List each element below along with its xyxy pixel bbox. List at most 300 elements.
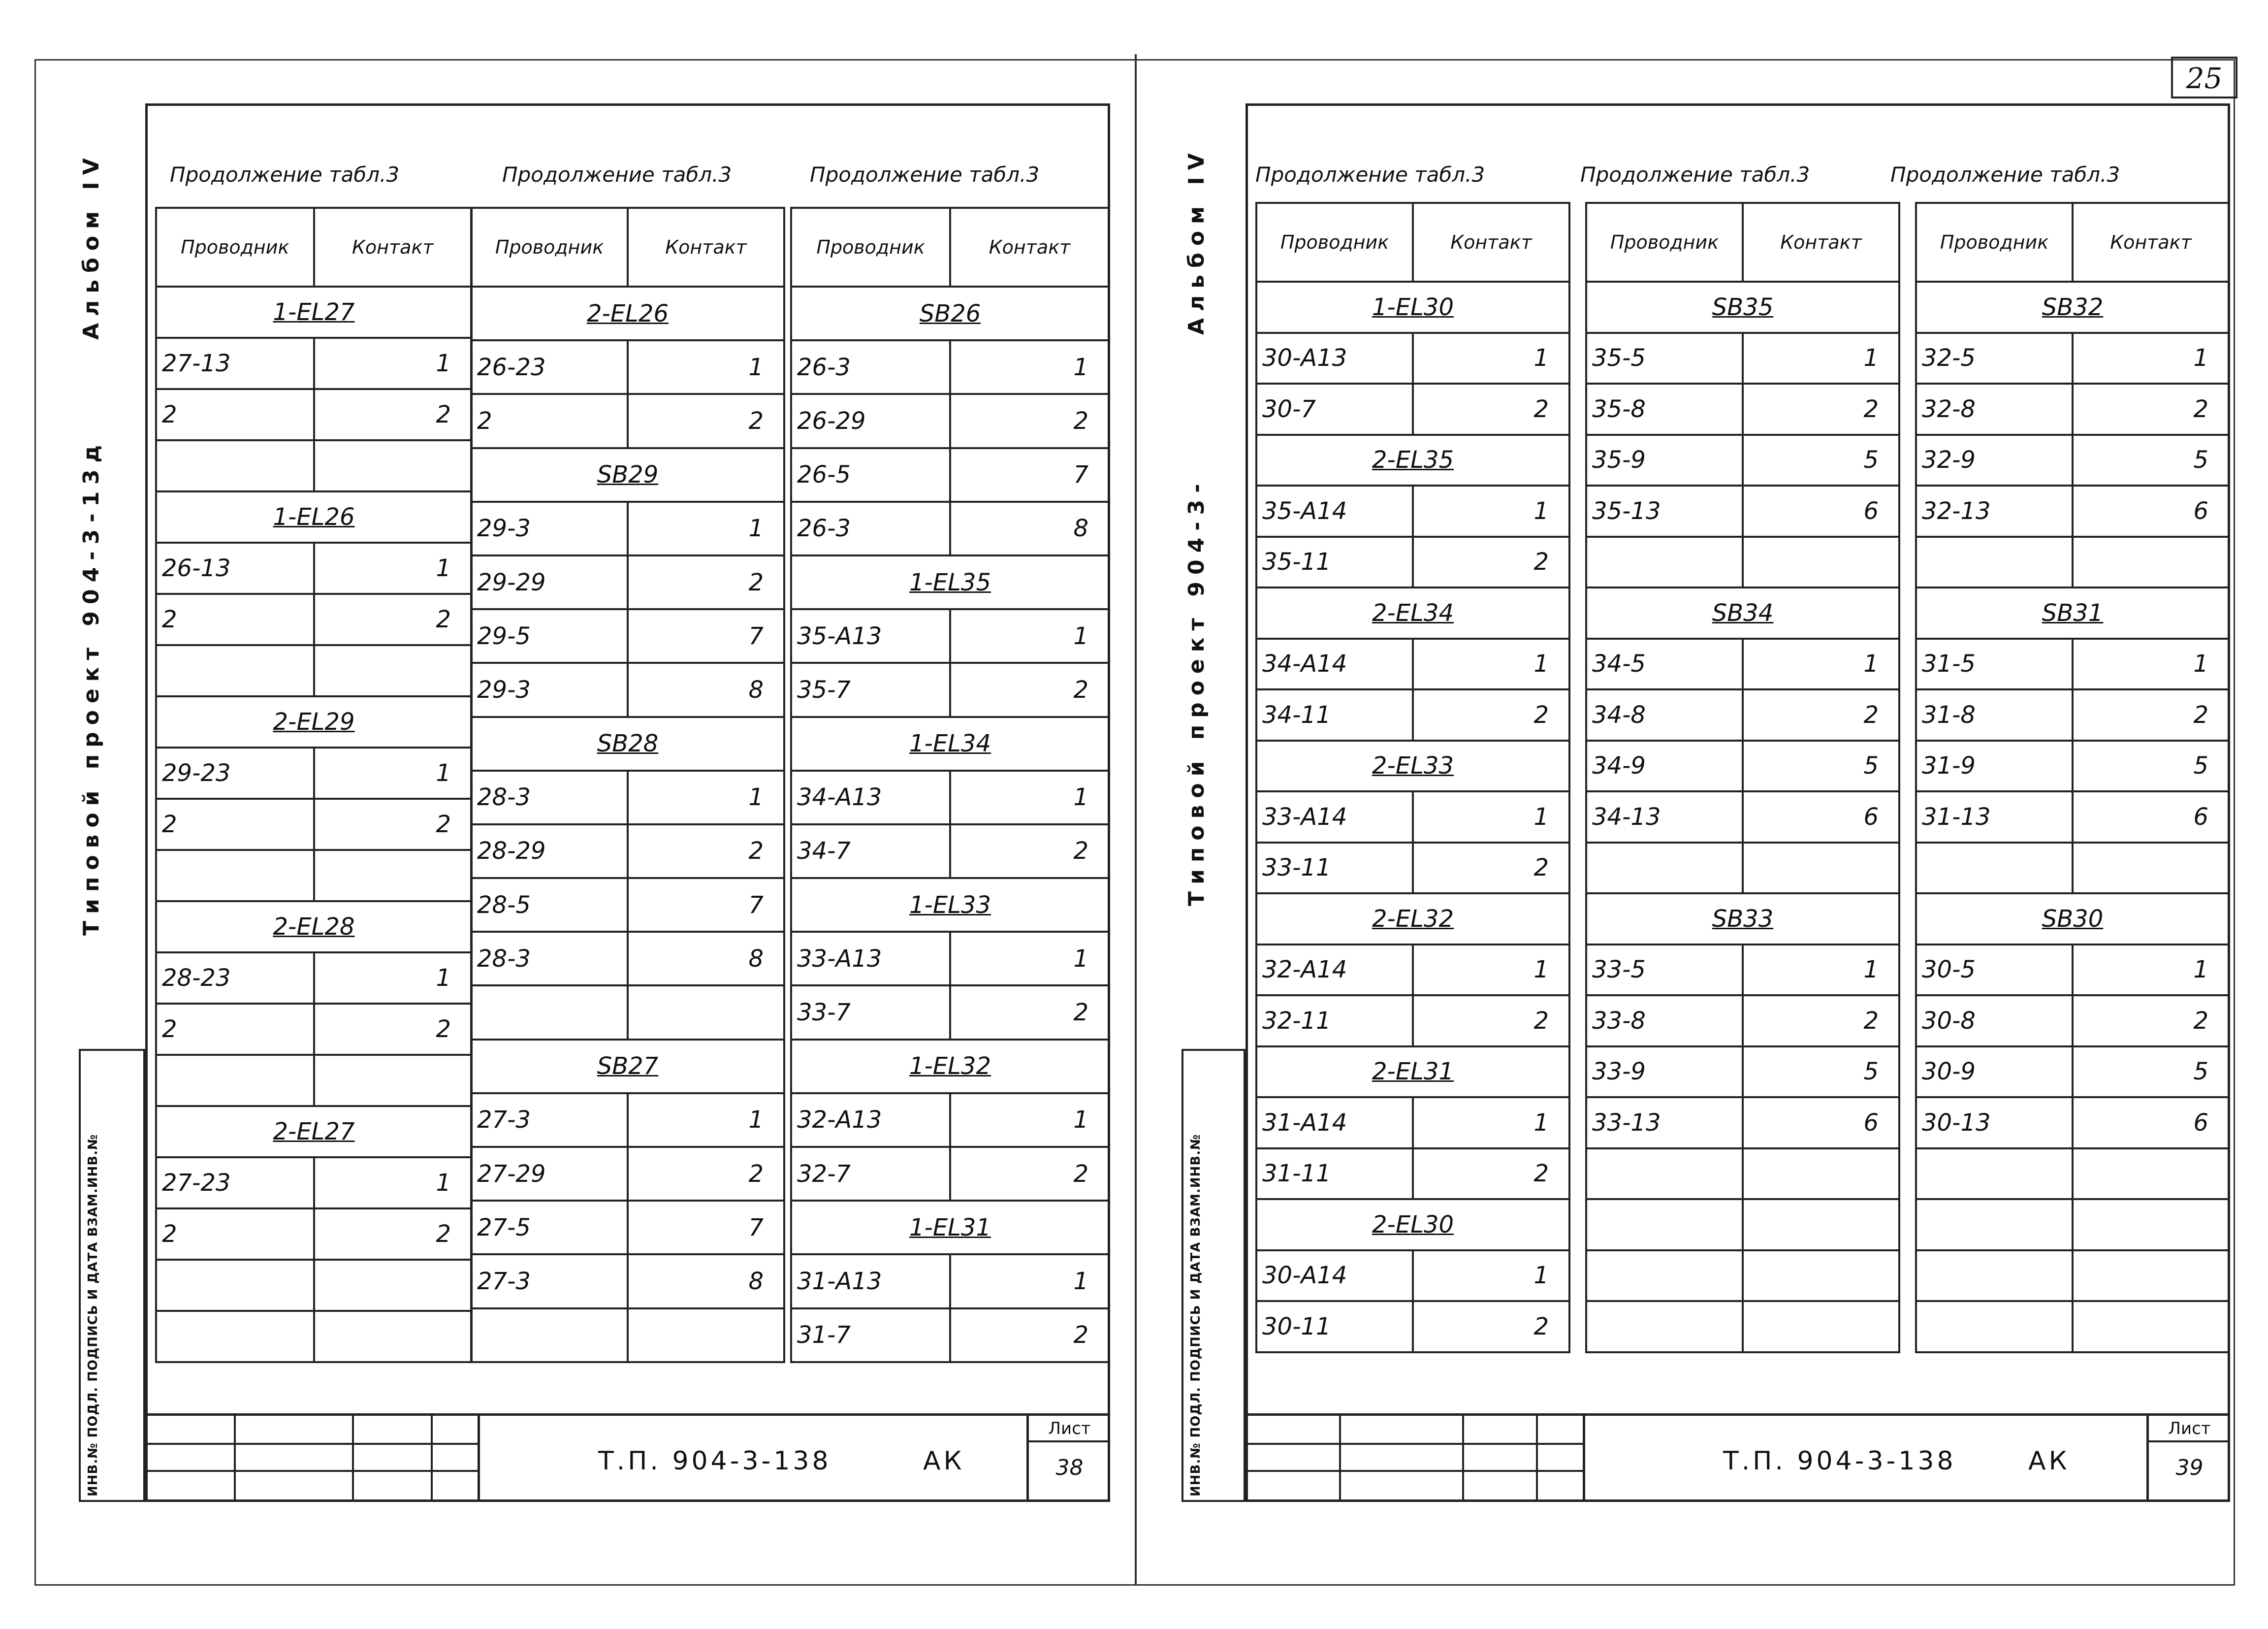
table-row — [471, 1093, 784, 1147]
group-label: SB29 — [471, 448, 784, 502]
conductor-cell: 30-13 — [1916, 1097, 2073, 1148]
table-row — [156, 543, 472, 594]
wiring-table — [470, 207, 785, 1363]
conductor-cell: 35-7 — [791, 663, 950, 717]
table-row — [1916, 639, 2229, 690]
table-row — [1256, 282, 1569, 333]
conductor-cell: 34-11 — [1256, 689, 1413, 741]
contact-cell: 2 — [628, 824, 784, 878]
table-row — [1916, 1148, 2229, 1200]
contact-cell: 2 — [314, 1208, 472, 1260]
group-label: 2-EL35 — [1256, 435, 1569, 486]
right-doc-code: Т.П. 904-3-138 — [1723, 1446, 1956, 1476]
conductor-cell: 30-A14 — [1256, 1250, 1413, 1302]
conductor-cell: 30-A13 — [1256, 333, 1413, 384]
contact-cell: 1 — [950, 1254, 1109, 1308]
contact-cell: 2 — [628, 394, 784, 448]
conductor-cell: 2 — [156, 1004, 314, 1055]
contact-cell: 2 — [314, 389, 472, 440]
table-row — [156, 696, 472, 748]
header-contact: Контакт — [2073, 203, 2229, 282]
table-row — [1256, 893, 1569, 945]
table-row — [1256, 1148, 1569, 1200]
contact-cell: 5 — [1743, 435, 1899, 486]
contact-cell: 1 — [950, 771, 1109, 824]
contact-cell: 2 — [2073, 384, 2229, 435]
conductor-cell: 33-A13 — [791, 932, 950, 985]
conductor-cell: 33-13 — [1586, 1097, 1743, 1148]
table-row — [1256, 741, 1569, 792]
table-row — [1256, 486, 1569, 537]
contact-cell: 1 — [1743, 333, 1899, 384]
conductor-cell: 31-A13 — [791, 1254, 950, 1308]
table-row — [1916, 843, 2229, 894]
conductor-cell: 26-5 — [791, 448, 950, 502]
table-row — [1256, 435, 1569, 486]
table-row — [791, 340, 1109, 394]
group-label: 2-EL31 — [1256, 1046, 1569, 1098]
conductor-cell — [1916, 843, 2073, 894]
table-row — [791, 609, 1109, 663]
contact-cell: 2 — [2073, 689, 2229, 741]
conductor-cell: 30-5 — [1916, 945, 2073, 996]
conductor-cell: 34-9 — [1586, 741, 1743, 792]
table-row — [1256, 1250, 1569, 1302]
contact-cell: 8 — [950, 502, 1109, 555]
left-sidebar-album: Альбом IV — [79, 151, 104, 340]
table-row — [156, 1004, 472, 1055]
table-row — [1916, 1097, 2229, 1148]
group-label: 1-EL32 — [791, 1040, 1109, 1093]
table-row — [156, 389, 472, 440]
table-row — [1916, 537, 2229, 588]
header-contact: Контакт — [314, 208, 472, 287]
conductor-cell — [156, 850, 314, 901]
conductor-cell: 35-11 — [1256, 537, 1413, 588]
table-row — [471, 1254, 784, 1308]
contact-cell: 5 — [2073, 741, 2229, 792]
contact-cell — [314, 440, 472, 491]
contact-cell: 2 — [1413, 537, 1569, 588]
contact-cell — [2073, 843, 2229, 894]
conductor-cell: 35-9 — [1586, 435, 1743, 486]
left-table-2 — [470, 207, 785, 1363]
contact-cell: 1 — [1413, 1250, 1569, 1302]
conductor-cell: 33-11 — [1256, 843, 1413, 894]
table-header-row — [1916, 203, 2229, 282]
right-sheet-number: 39 — [2175, 1455, 2204, 1480]
contact-cell: 1 — [2073, 639, 2229, 690]
contact-cell: 5 — [1743, 1046, 1899, 1098]
conductor-cell: 26-29 — [791, 394, 950, 448]
table-row — [1916, 384, 2229, 435]
table-row — [1586, 893, 1899, 945]
table-row — [156, 1311, 472, 1362]
table-row — [1586, 1148, 1899, 1200]
contact-cell: 1 — [628, 502, 784, 555]
contact-cell: 1 — [628, 1093, 784, 1147]
table-row — [1586, 945, 1899, 996]
header-contact: Контакт — [1743, 203, 1899, 282]
table-row — [471, 878, 784, 932]
contact-cell: 6 — [2073, 791, 2229, 843]
contact-cell — [2073, 1301, 2229, 1352]
table-row — [791, 824, 1109, 878]
group-label: SB26 — [791, 287, 1109, 340]
conductor-cell: 27-3 — [471, 1254, 628, 1308]
conductor-cell — [1586, 1199, 1743, 1250]
table-row — [1256, 995, 1569, 1046]
conductor-cell: 35-13 — [1586, 486, 1743, 537]
contact-cell — [1743, 1250, 1899, 1302]
contact-cell: 1 — [314, 748, 472, 799]
conductor-cell: 27-29 — [471, 1147, 628, 1201]
contact-cell — [314, 645, 472, 696]
contact-cell: 1 — [1413, 791, 1569, 843]
left-table-3 — [790, 207, 1110, 1363]
right-table-1 — [1255, 202, 1570, 1353]
table-row — [1586, 384, 1899, 435]
conductor-cell: 32-9 — [1916, 435, 2073, 486]
contact-cell: 1 — [1413, 945, 1569, 996]
right-sidebar-title: Типовой проект 904-3- — [1184, 477, 1209, 906]
group-label: 1-EL30 — [1256, 282, 1569, 333]
contact-cell: 2 — [1413, 995, 1569, 1046]
header-contact: Контакт — [628, 208, 784, 287]
contact-cell — [2073, 537, 2229, 588]
conductor-cell — [1586, 1250, 1743, 1302]
contact-cell: 1 — [950, 340, 1109, 394]
conductor-cell: 29-5 — [471, 609, 628, 663]
header-contact: Контакт — [950, 208, 1109, 287]
conductor-cell — [156, 1311, 314, 1362]
contact-cell: 5 — [2073, 1046, 2229, 1098]
group-label: 1-EL26 — [156, 491, 472, 543]
conductor-cell: 32-8 — [1916, 384, 2073, 435]
table-row — [1586, 843, 1899, 894]
table-row — [791, 394, 1109, 448]
group-label: 2-EL29 — [156, 696, 472, 748]
conductor-cell: 31-11 — [1256, 1148, 1413, 1200]
header-contact: Контакт — [1413, 203, 1569, 282]
contact-cell: 1 — [1743, 945, 1899, 996]
table-row — [1586, 1097, 1899, 1148]
contact-cell: 1 — [314, 1157, 472, 1208]
table-row — [1916, 587, 2229, 639]
contact-cell: 2 — [1413, 1148, 1569, 1200]
contact-cell: 1 — [314, 543, 472, 594]
conductor-cell — [1916, 1301, 2073, 1352]
right-sidebar-album: Альбом IV — [1184, 146, 1209, 335]
table-row — [1916, 486, 2229, 537]
table-row — [1916, 893, 2229, 945]
page-number: 25 — [2186, 62, 2223, 95]
conductor-cell: 27-13 — [156, 338, 314, 389]
table-row — [1586, 1199, 1899, 1250]
conductor-cell — [1586, 843, 1743, 894]
conductor-cell — [156, 440, 314, 491]
table-row — [791, 771, 1109, 824]
contact-cell: 1 — [1413, 1097, 1569, 1148]
group-label: 2-EL28 — [156, 901, 472, 952]
conductor-cell: 32-7 — [791, 1147, 950, 1201]
left-stamp-labels: ИНВ.№ ПОДЛ. ПОДПИСЬ И ДАТА ВЗАМ.ИНВ.№ — [86, 1134, 100, 1497]
group-label: SB33 — [1586, 893, 1899, 945]
table-header-row — [1256, 203, 1569, 282]
contact-cell — [1743, 1148, 1899, 1200]
table-row — [791, 502, 1109, 555]
contact-cell: 2 — [314, 799, 472, 850]
group-label: 2-EL33 — [1256, 741, 1569, 792]
contact-cell: 1 — [950, 932, 1109, 985]
contact-cell: 6 — [1743, 1097, 1899, 1148]
contact-cell: 2 — [950, 824, 1109, 878]
conductor-cell: 30-9 — [1916, 1046, 2073, 1098]
left-sidebar-title: Типовой проект 904-3-13д — [79, 438, 104, 936]
contact-cell: 7 — [950, 448, 1109, 502]
right-table-1-caption: Продолжение табл.3 — [1255, 163, 1485, 187]
left-sheet-label: Лист — [1029, 1419, 1110, 1442]
table-row — [471, 394, 784, 448]
left-title-block — [145, 1413, 1110, 1502]
table-row — [471, 555, 784, 609]
contact-cell: 2 — [1413, 1301, 1569, 1352]
table-row — [1256, 587, 1569, 639]
group-label: 2-EL34 — [1256, 587, 1569, 639]
table-row — [156, 287, 472, 338]
conductor-cell: 29-29 — [471, 555, 628, 609]
table-row — [471, 1040, 784, 1093]
wiring-table — [155, 207, 473, 1363]
table-row — [1916, 435, 2229, 486]
left-title-grid — [145, 1416, 480, 1502]
table-row — [1916, 1046, 2229, 1098]
conductor-cell: 2 — [156, 389, 314, 440]
table-row — [1586, 1046, 1899, 1098]
conductor-cell — [156, 1055, 314, 1106]
table-row — [156, 1157, 472, 1208]
contact-cell: 5 — [2073, 435, 2229, 486]
table-row — [471, 985, 784, 1039]
table-row — [471, 1201, 784, 1254]
contact-cell: 2 — [950, 1308, 1109, 1362]
contact-cell: 1 — [1413, 486, 1569, 537]
table-row — [156, 338, 472, 389]
table-row — [1586, 282, 1899, 333]
conductor-cell: 34-A13 — [791, 771, 950, 824]
header-conductor: Проводник — [471, 208, 628, 287]
conductor-cell: 2 — [156, 594, 314, 645]
conductor-cell: 27-23 — [156, 1157, 314, 1208]
table-row — [791, 878, 1109, 932]
contact-cell — [2073, 1148, 2229, 1200]
table-row — [1586, 333, 1899, 384]
conductor-cell — [1586, 1148, 1743, 1200]
contact-cell — [314, 1311, 472, 1362]
wiring-table — [1585, 202, 1900, 1353]
center-fold — [1135, 54, 1137, 1586]
contact-cell: 2 — [628, 1147, 784, 1201]
group-label: SB35 — [1586, 282, 1899, 333]
table-row — [1256, 945, 1569, 996]
left-doc-code: Т.П. 904-3-138 — [598, 1446, 831, 1476]
conductor-cell: 2 — [156, 799, 314, 850]
table-row — [471, 771, 784, 824]
table-row — [1256, 1046, 1569, 1098]
table-row — [791, 1308, 1109, 1362]
contact-cell — [1743, 843, 1899, 894]
conductor-cell: 35-A14 — [1256, 486, 1413, 537]
table-row — [156, 901, 472, 952]
conductor-cell: 26-3 — [791, 502, 950, 555]
contact-cell: 2 — [1743, 689, 1899, 741]
table-row — [791, 1093, 1109, 1147]
right-title-grid — [1246, 1416, 1585, 1502]
table-row — [791, 717, 1109, 771]
group-label: 1-EL34 — [791, 717, 1109, 771]
contact-cell — [1743, 537, 1899, 588]
table-row — [471, 932, 784, 985]
right-page — [1137, 0, 2268, 1629]
conductor-cell: 32-A13 — [791, 1093, 950, 1147]
conductor-cell: 26-3 — [791, 340, 950, 394]
contact-cell — [314, 850, 472, 901]
conductor-cell — [1916, 1250, 2073, 1302]
conductor-cell: 34-7 — [791, 824, 950, 878]
group-label: 1-EL35 — [791, 555, 1109, 609]
table-row — [1586, 587, 1899, 639]
contact-cell — [628, 985, 784, 1039]
conductor-cell: 2 — [471, 394, 628, 448]
conductor-cell: 34-13 — [1586, 791, 1743, 843]
table-row — [791, 448, 1109, 502]
contact-cell: 6 — [1743, 791, 1899, 843]
table-row — [1256, 791, 1569, 843]
group-label: 1-EL33 — [791, 878, 1109, 932]
table-row — [791, 985, 1109, 1039]
contact-cell: 2 — [1413, 384, 1569, 435]
conductor-cell: 33-A14 — [1256, 791, 1413, 843]
conductor-cell — [471, 985, 628, 1039]
conductor-cell: 29-3 — [471, 502, 628, 555]
conductor-cell: 27-5 — [471, 1201, 628, 1254]
table-row — [471, 824, 784, 878]
conductor-cell: 31-9 — [1916, 741, 2073, 792]
table-row — [471, 1147, 784, 1201]
conductor-cell — [1586, 537, 1743, 588]
group-label: SB28 — [471, 717, 784, 771]
table-row — [791, 1254, 1109, 1308]
conductor-cell: 32-A14 — [1256, 945, 1413, 996]
conductor-cell: 31-A14 — [1256, 1097, 1413, 1148]
table-row — [156, 1055, 472, 1106]
table-row — [471, 1308, 784, 1362]
conductor-cell: 34-A14 — [1256, 639, 1413, 690]
table-row — [471, 663, 784, 717]
contact-cell: 1 — [2073, 333, 2229, 384]
table-header-row — [156, 208, 472, 287]
group-label: SB30 — [1916, 893, 2229, 945]
contact-cell: 1 — [950, 609, 1109, 663]
conductor-cell — [471, 1308, 628, 1362]
conductor-cell: 29-23 — [156, 748, 314, 799]
contact-cell: 7 — [628, 878, 784, 932]
contact-cell: 1 — [1413, 639, 1569, 690]
table-row — [1916, 1199, 2229, 1250]
contact-cell: 6 — [2073, 486, 2229, 537]
contact-cell: 2 — [950, 1147, 1109, 1201]
group-label: 1-EL27 — [156, 287, 472, 338]
conductor-cell: 34-5 — [1586, 639, 1743, 690]
contact-cell: 2 — [950, 663, 1109, 717]
conductor-cell: 31-13 — [1916, 791, 2073, 843]
group-label: 1-EL31 — [791, 1201, 1109, 1254]
header-conductor: Проводник — [791, 208, 950, 287]
table-header-row — [1586, 203, 1899, 282]
table-header-row — [471, 208, 784, 287]
right-table-3-caption: Продолжение табл.3 — [1890, 163, 2120, 187]
contact-cell: 6 — [2073, 1097, 2229, 1148]
conductor-cell: 30-7 — [1256, 384, 1413, 435]
table-row — [471, 448, 784, 502]
contact-cell: 2 — [1413, 689, 1569, 741]
right-stamp-strip — [1182, 1049, 1246, 1502]
conductor-cell — [1916, 537, 2073, 588]
table-row — [471, 609, 784, 663]
conductor-cell: 32-11 — [1256, 995, 1413, 1046]
conductor-cell: 34-8 — [1586, 689, 1743, 741]
right-title-block — [1246, 1413, 2230, 1502]
table-row — [1916, 791, 2229, 843]
left-table-3-caption: Продолжение табл.3 — [810, 163, 1040, 187]
table-row — [1256, 689, 1569, 741]
table-row — [1586, 995, 1899, 1046]
left-page — [0, 0, 1132, 1629]
group-label: SB34 — [1586, 587, 1899, 639]
conductor-cell: 31-7 — [791, 1308, 950, 1362]
conductor-cell: 31-8 — [1916, 689, 2073, 741]
table-row — [791, 1040, 1109, 1093]
contact-cell: 8 — [628, 1254, 784, 1308]
table-row — [1916, 333, 2229, 384]
conductor-cell: 35-5 — [1586, 333, 1743, 384]
wiring-table — [1255, 202, 1570, 1353]
contact-cell — [2073, 1199, 2229, 1250]
left-sheet-box — [1026, 1416, 1110, 1502]
contact-cell: 5 — [1743, 741, 1899, 792]
contact-cell: 1 — [314, 338, 472, 389]
conductor-cell: 35-A13 — [791, 609, 950, 663]
table-row — [156, 491, 472, 543]
contact-cell: 2 — [950, 394, 1109, 448]
table-row — [1916, 1250, 2229, 1302]
contact-cell: 2 — [1743, 995, 1899, 1046]
table-row — [156, 594, 472, 645]
conductor-cell: 28-3 — [471, 932, 628, 985]
table-row — [156, 952, 472, 1004]
table-row — [1916, 995, 2229, 1046]
contact-cell: 2 — [628, 555, 784, 609]
table-row — [1586, 741, 1899, 792]
table-header-row — [791, 208, 1109, 287]
left-doc-mark: АК — [923, 1446, 965, 1476]
table-row — [1916, 741, 2229, 792]
right-sheet-box — [2146, 1416, 2230, 1502]
conductor-cell — [156, 1260, 314, 1311]
table-row — [1586, 537, 1899, 588]
table-row — [1916, 1301, 2229, 1352]
conductor-cell: 26-13 — [156, 543, 314, 594]
